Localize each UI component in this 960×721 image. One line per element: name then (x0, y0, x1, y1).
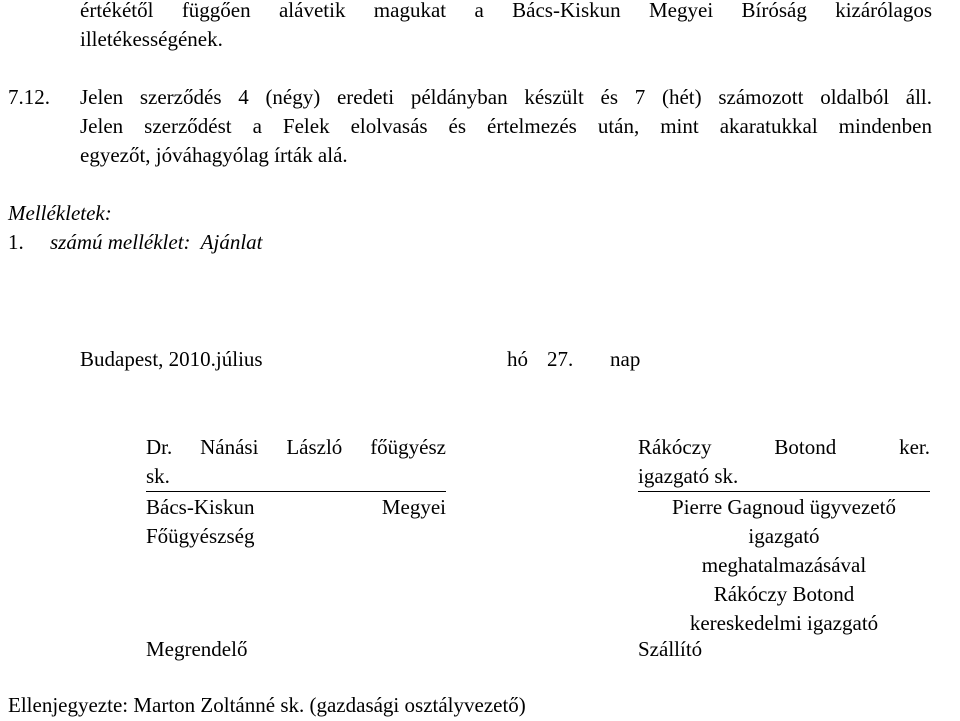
left-signer-name-line-2: sk. (146, 464, 170, 488)
right-org-line-3: meghatalmazásával (701, 553, 867, 577)
left-role: Megrendelő (146, 637, 248, 661)
left-org-line-1 (146, 493, 446, 522)
right-org-line-4: Rákóczy Botond (713, 582, 855, 606)
attachments-heading: Mellékletek: (8, 201, 112, 225)
left-signature-line (146, 491, 446, 492)
place-and-date: Budapest, 2010.július (80, 347, 263, 371)
left-signer-title: Dr. (146, 435, 173, 459)
left-org-county: Bács-Kiskun (146, 495, 255, 519)
right-signer-surname: Rákóczy (638, 435, 712, 459)
clause-7-12-line-2: Jelen szerződést a Felek elolvasás és értelmezés után, mint akaratukkal mindenben (80, 114, 932, 138)
attachment-item (8, 228, 263, 315)
right-signer-given-name: Botond (774, 435, 837, 459)
right-signer-name-line-2: igazgató sk. (638, 464, 739, 488)
signature-block-right (638, 433, 930, 638)
left-signer-name-line-1 (146, 433, 446, 462)
clause-7-12-line-3: egyezőt, jóváhagyólag írták alá. (80, 143, 348, 167)
countersign-line: Ellenjegyezte: Marton Zoltánné sk. (gazdasági osztályvezető) (8, 693, 526, 717)
day-number: 27. (547, 347, 574, 371)
attachment-item-text: számú melléklet: Ajánlat (50, 230, 263, 254)
clause-7-12-number: 7.12. (8, 85, 50, 109)
attachment-item-number: 1. (8, 230, 24, 254)
day-prefix: hó (507, 347, 528, 371)
signature-block-left (146, 433, 446, 551)
right-signature-line (638, 491, 930, 492)
right-signer-name-line-1 (638, 433, 930, 462)
right-org-line-5: kereskedelmi igazgató (689, 611, 879, 635)
right-org-line-2: igazgató (748, 524, 820, 548)
left-signer-given-name: László (286, 435, 343, 459)
left-signer-position: főügyész (370, 435, 446, 459)
right-role: Szállító (638, 637, 703, 661)
right-signer-abbrev: ker. (899, 435, 930, 459)
clause-7-12-line-1: Jelen szerződés 4 (négy) eredeti példányban készült és 7 (hét) számozott oldalból áll. (80, 85, 932, 109)
left-org-line-2: Főügyészség (146, 524, 255, 548)
left-signer-surname: Nánási (200, 435, 259, 459)
day-suffix: nap (610, 347, 641, 371)
clause-7-11-line-1: értékétől függően alávetik magukat a Bács-Kiskun Megyei Bíróság kizárólagos (80, 0, 932, 22)
left-org-megyei: Megyei (381, 495, 446, 519)
clause-7-11-line-2: illetékességének. (80, 27, 223, 51)
right-org-line-1: Pierre Gagnoud ügyvezető (672, 495, 896, 519)
